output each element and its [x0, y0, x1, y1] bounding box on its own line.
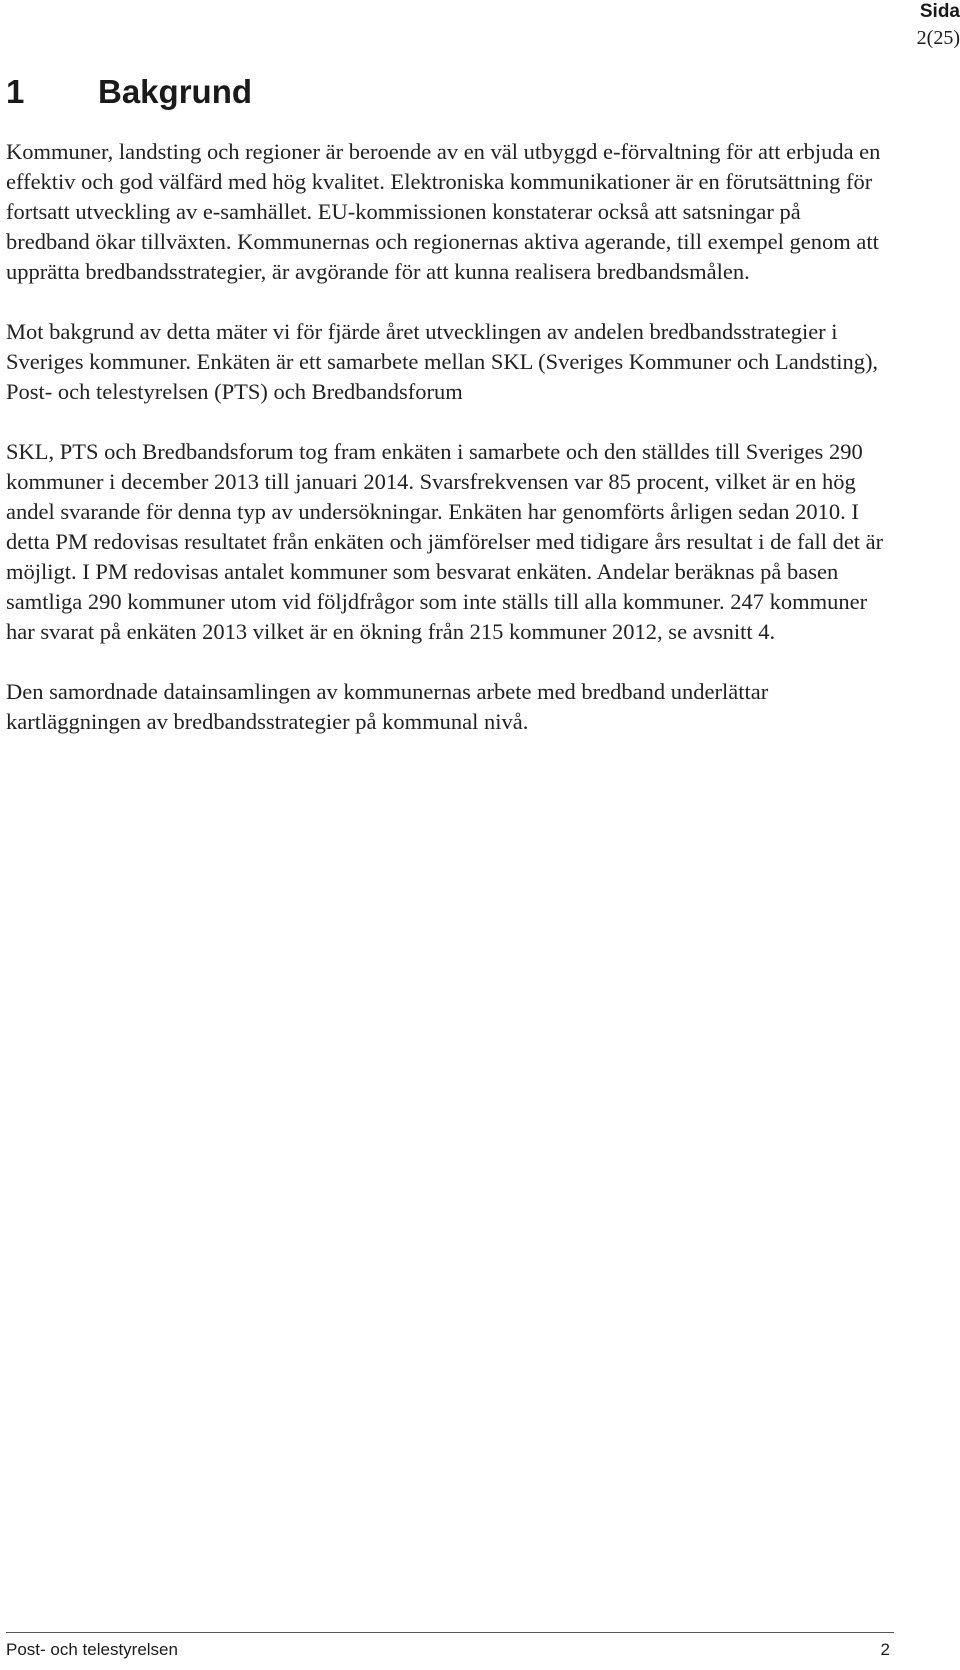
paragraph-3: SKL, PTS och Bredbandsforum tog fram enkäten i samarbete och den ställdes till Sveriges 290 kommuner i december 2013 till januari 2014. Svarsfrekvensen var 85 procent, vilket är en hög andel svarande för denna typ av undersökningar. Enkäten har genomförts årligen sedan 2010. I detta PM redovisas resultatet från enkäten och jämförelser med tidigare års resultat i de fall det är möjligt. I PM redovisas antalet kommuner som besvarat enkäten. Andelar beräknas på basen samtliga 290 kommuner utom vid följdfrågor som inte ställs till alla kommuner. 247 kommuner har svarat på enkäten 2013 vilket är en ökning från 215 kommuner 2012, se avsnitt 4. — [6, 439, 884, 644]
section-title: Bakgrund — [98, 73, 253, 110]
body-text — [6, 137, 886, 767]
section-heading — [6, 72, 252, 112]
section-number: 1 — [6, 73, 25, 110]
footer-page-number: 2 — [880, 1640, 890, 1659]
page-label: Sida — [919, 1, 960, 22]
paragraph-1: Kommuner, landsting och regioner är beroende av en väl utbyggd e-förvaltning för att erbjuda en effektiv och god välfärd med hög kvalitet. Elektroniska kommunikationer är en förutsättning för fortsatt utveckling av e-samhället. EU-kommissionen konstaterar också att satsningar på bredband ökar tillväxten. Kommunernas och regionernas aktiva agerande, till exempel genom att upprätta bredbandsstrategier, är avgörande för att kunna realisera bredbandsmålen. — [6, 139, 881, 284]
paragraph-2: Mot bakgrund av detta mäter vi för fjärde året utvecklingen av andelen bredbandsstrategier i Sveriges kommuner. Enkäten är ett samarbete mellan SKL (Sveriges Kommuner och Landsting), Post- och telestyrelsen (PTS) och Bredbandsforum — [6, 319, 879, 404]
paragraph-4: Den samordnade datainsamlingen av kommunernas arbete med bredband underlättar kartläggningen av bredbandsstrategier på kommunal nivå. — [6, 679, 769, 734]
footer-organization: Post- och telestyrelsen — [6, 1640, 178, 1659]
page-indicator — [917, 0, 960, 51]
page-number: 2(25) — [916, 26, 960, 49]
footer-divider — [6, 1632, 894, 1633]
